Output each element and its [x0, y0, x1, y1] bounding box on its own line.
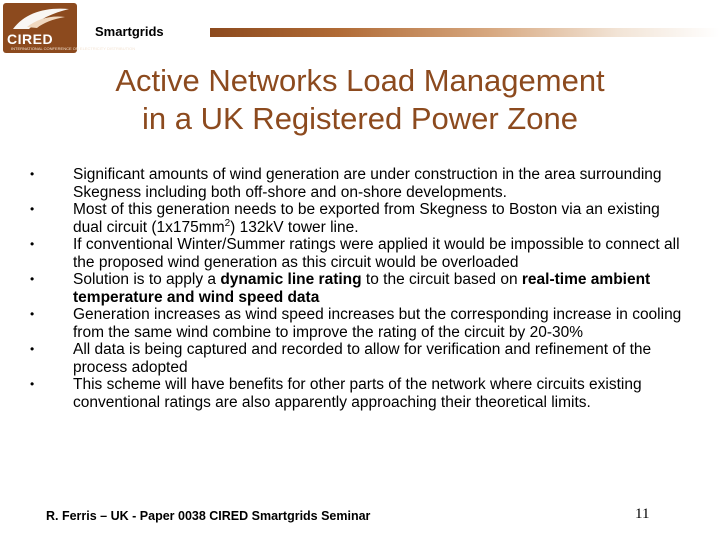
bullet-text: Solution is to apply a — [73, 271, 221, 288]
bullet-text: This scheme will have benefits for other parts of the network where circuits existing conventional ratings are also apparently approaching their theoretical limits. — [73, 376, 642, 411]
bullet-marker: • — [30, 167, 35, 181]
bullet-text: If conventional Winter/Summer ratings were applied it would be impossible to connect all the proposed wind generation as this circuit would be overloaded — [73, 236, 680, 271]
bullet-item — [20, 376, 690, 411]
bullet-item — [20, 166, 690, 201]
header-gradient-bar — [210, 28, 720, 37]
bullet-item — [20, 271, 690, 306]
bullet-text: Significant amounts of wind generation are under construction in the area surrounding Skegness including both off-shore and on-shore developments. — [73, 166, 662, 201]
slide-title — [40, 62, 680, 138]
bullet-list — [20, 166, 690, 411]
bullet-item — [20, 201, 690, 236]
bullet-text: All data is being captured and recorded to allow for verification and refinement of the process adopted — [73, 341, 652, 376]
header-label: Smartgrids — [95, 24, 164, 39]
bullet-text: ) 132kV tower line. — [230, 218, 359, 236]
bullet-text: 2 — [224, 217, 231, 229]
title-line-1: Active Networks Load Management — [115, 63, 605, 98]
bullet-bold-text: dynamic line rating — [220, 271, 362, 288]
title-line-2: in a UK Registered Power Zone — [142, 101, 578, 136]
logo-subtitle: INTERNATIONAL CONFERENCE ON ELECTRICITY DISTRIBUTION — [11, 46, 136, 51]
bullet-bold-text: real-time ambient temperature and wind speed data — [73, 271, 651, 306]
bullet-item — [20, 236, 690, 271]
footer-citation: R. Ferris – UK - Paper 0038 CIRED Smartgrids Seminar — [46, 509, 371, 523]
bullet-marker: • — [30, 307, 35, 321]
page-number: 11 — [635, 506, 650, 522]
bullet-item — [20, 341, 690, 376]
logo-text: CIRED — [7, 31, 54, 47]
bullet-marker: • — [30, 342, 35, 356]
bullet-text: to the circuit based on — [361, 271, 522, 288]
bullet-marker: • — [30, 377, 35, 391]
bullet-marker: • — [30, 237, 35, 251]
bullet-marker: • — [30, 272, 35, 286]
bullet-text: Most of this generation needs to be exported from Skegness to Boston via an existing dual circuit (1x175mm — [73, 201, 660, 236]
bullet-text: Generation increases as wind speed increases but the corresponding increase in cooling from the same wind combine to improve the rating of the circuit by 20-30% — [73, 306, 682, 341]
bullet-item — [20, 306, 690, 341]
bullet-marker: • — [30, 202, 35, 216]
